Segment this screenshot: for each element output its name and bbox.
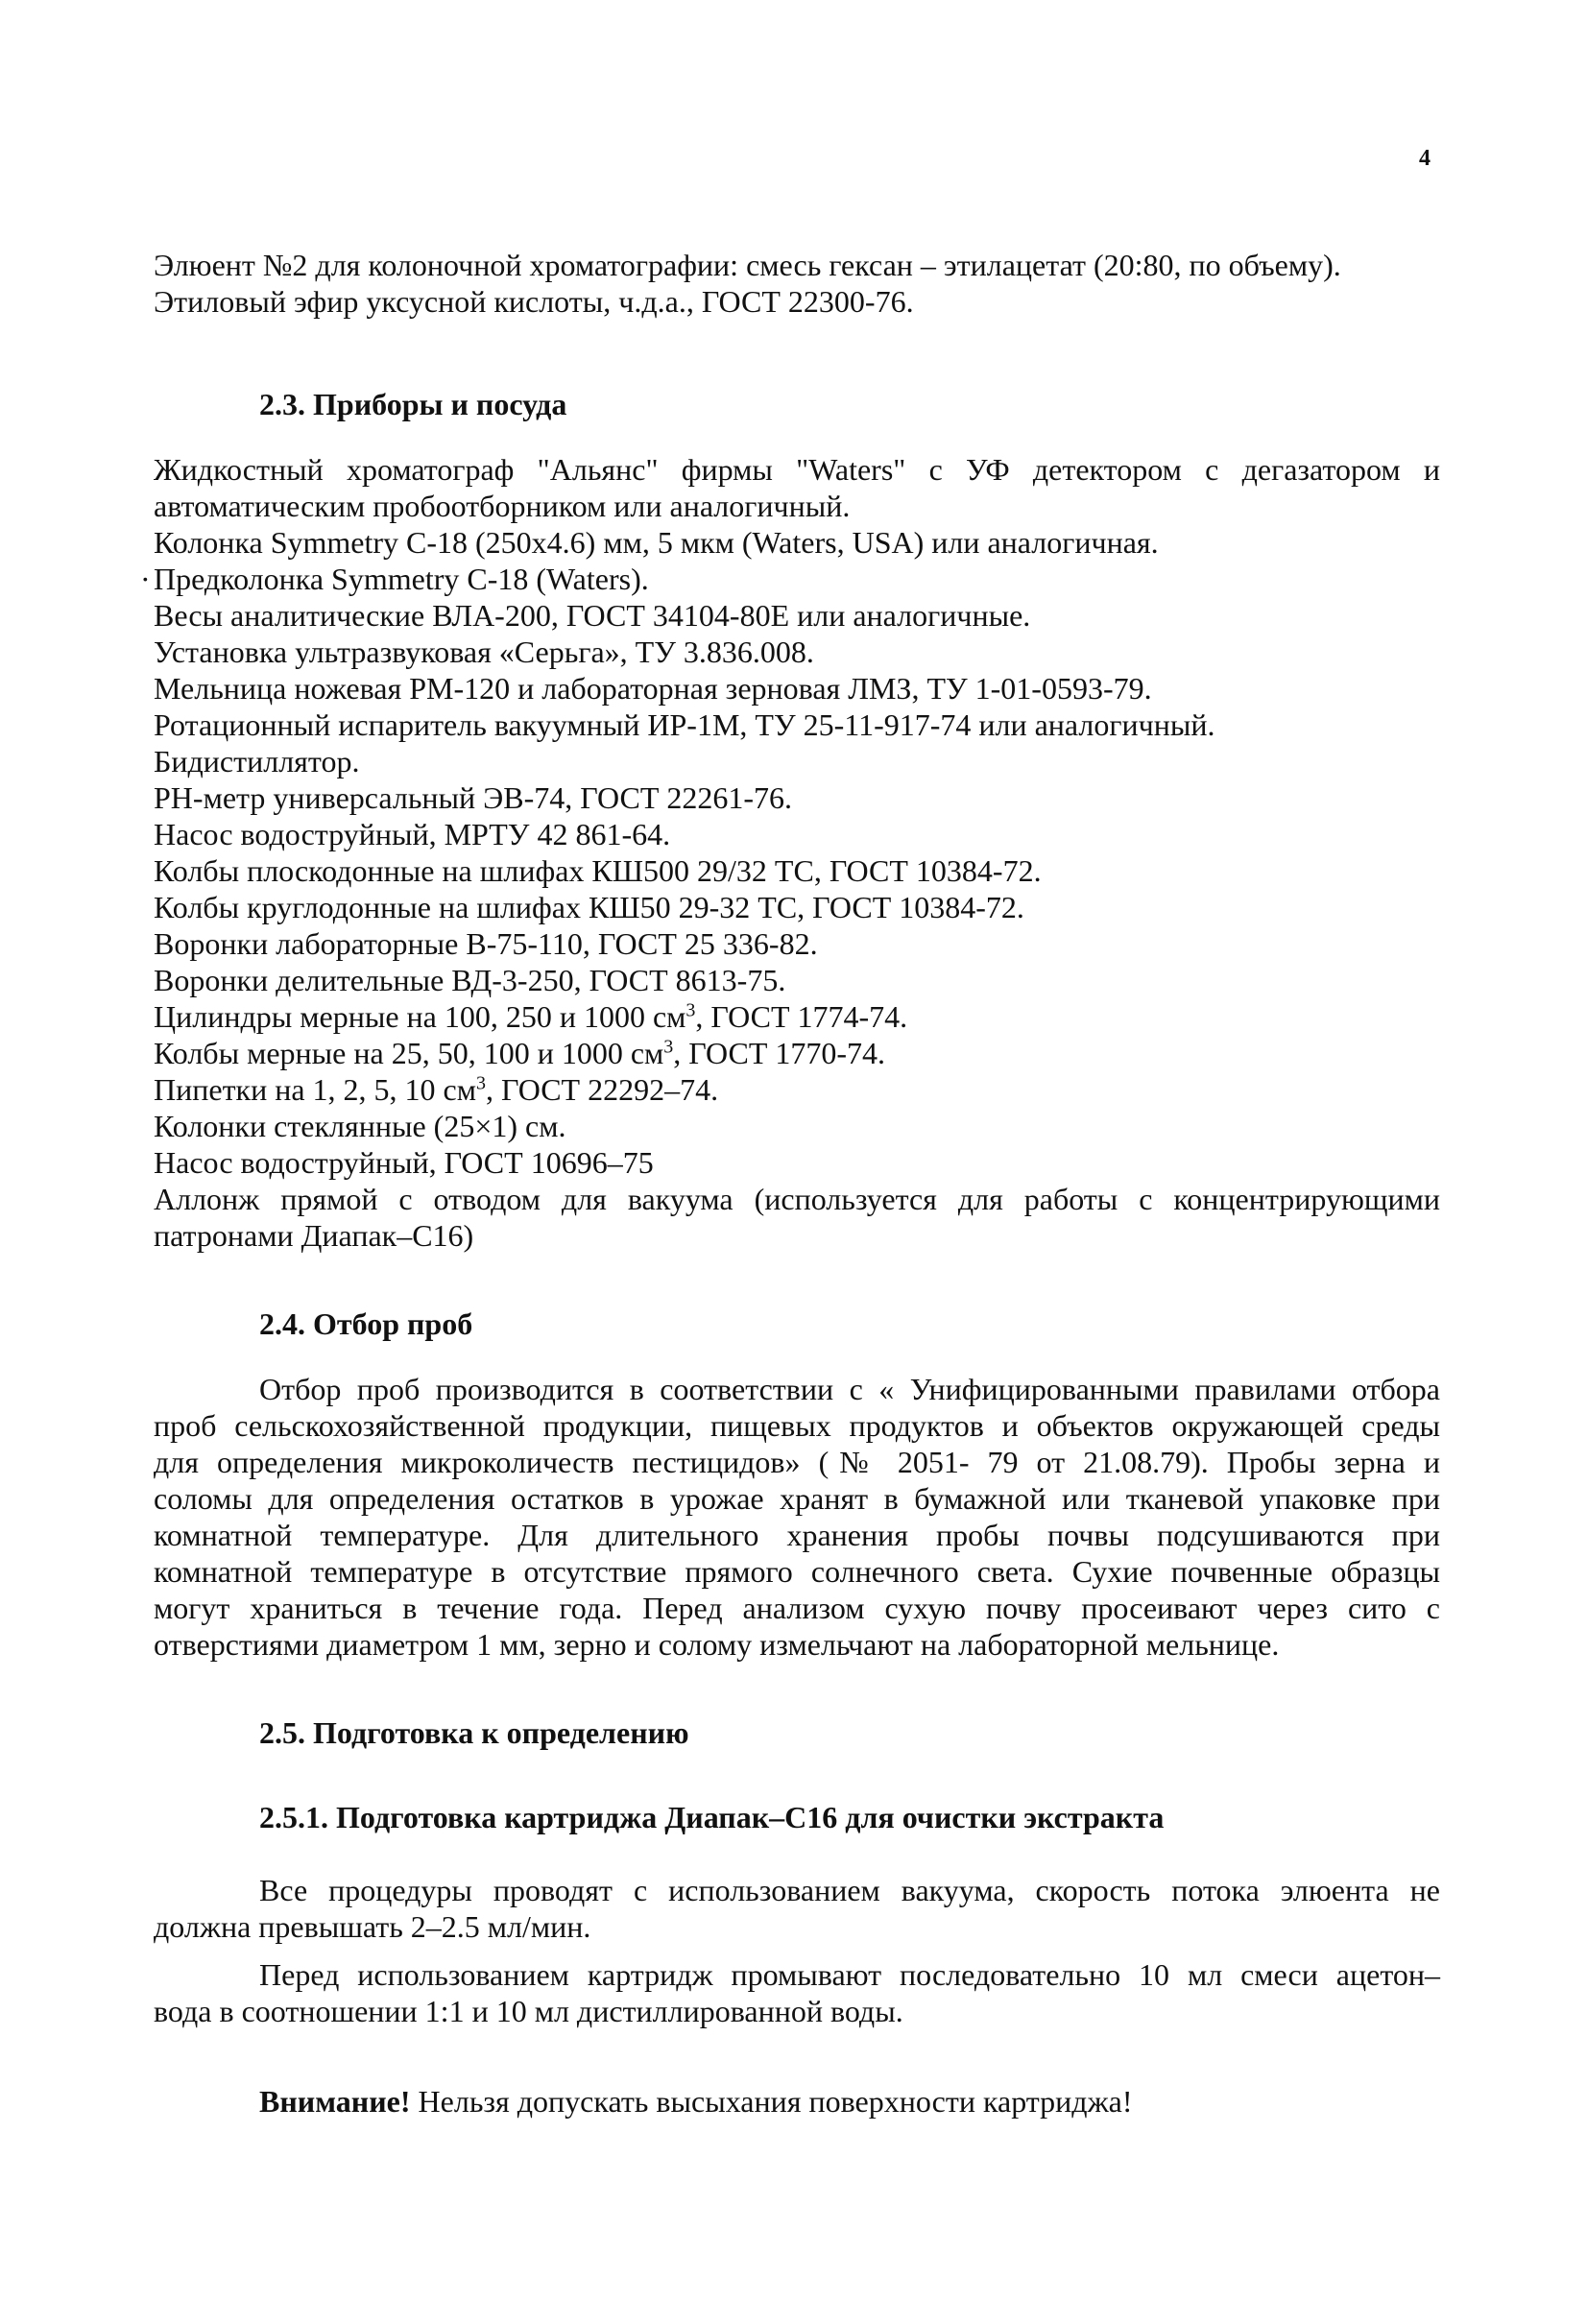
warning-label: Внимание! bbox=[259, 2084, 411, 2119]
sampling-paragraph-line: проб сельскохозяйственной продукции, пищевых продуктов и объектов окружающей среды bbox=[154, 1408, 1440, 1443]
equipment-item-cylinders bbox=[154, 998, 907, 1035]
equipment-item: Насос водоструйный, ГОСТ 10696–75 bbox=[154, 1145, 654, 1180]
flasks-gost: , ГОСТ 1770-74. bbox=[673, 1036, 886, 1070]
page-number: 4 bbox=[1419, 146, 1431, 171]
equipment-item: Воронки делительные ВД-3-250, ГОСТ 8613-75. bbox=[154, 963, 786, 997]
flasks-unit-exponent: 3 bbox=[663, 1036, 674, 1058]
equipment-item: Воронки лабораторные В-75-110, ГОСТ 25 336-82. bbox=[154, 926, 818, 961]
subsection-heading-2-5-1: 2.5.1. Подготовка картриджа Диапак–С16 для очистки экстракта bbox=[259, 1800, 1165, 1834]
equipment-item: Мельница ножевая РМ-120 и лабораторная зерновая ЛМЗ, ТУ 1-01-0593-79. bbox=[154, 671, 1152, 706]
section-heading-2-4: 2.4. Отбор проб bbox=[259, 1306, 473, 1341]
equipment-item: Весы аналитические ВЛА-200, ГОСТ 34104-80Е или аналогичные. bbox=[154, 598, 1031, 633]
cylinders-gost: , ГОСТ 1774-74. bbox=[695, 999, 908, 1034]
equipment-item-allonge-cont: патронами Диапак–С16) bbox=[154, 1218, 474, 1253]
equipment-item: Ротационный испаритель вакуумный ИР-1М, ТУ 25-11-917-74 или аналогичный. bbox=[154, 707, 1215, 742]
sampling-paragraph-line: комнатной температуре. Для длительного хранения пробы почвы подсушиваются при bbox=[154, 1518, 1440, 1552]
section-heading-2-5: 2.5. Подготовка к определению bbox=[259, 1715, 689, 1750]
cylinders-unit-exponent: 3 bbox=[685, 999, 696, 1021]
procedure-paragraph-line: Все процедуры проводят с использованием вакуума, скорость потока элюента не bbox=[259, 1873, 1440, 1907]
sampling-paragraph-line: соломы для определения остатков в урожае хранят в бумажной или тканевой упаковке при bbox=[154, 1481, 1440, 1516]
cylinders-text: Цилиндры мерные на 100, 250 и 1000 см bbox=[154, 999, 686, 1034]
rinse-paragraph-line: Перед использованием картридж промывают последовательно 10 мл смеси ацетон– bbox=[259, 1957, 1440, 1992]
equipment-item-pipettes bbox=[154, 1071, 718, 1108]
procedure-paragraph-line: должна превышать 2–2.5 мл/мин. bbox=[154, 1909, 591, 1944]
ethyl-acetate-line: Этиловый эфир уксусной кислоты, ч.д.а., ГОСТ 22300-76. bbox=[154, 284, 914, 319]
pipettes-gost: , ГОСТ 22292–74. bbox=[486, 1072, 719, 1107]
equipment-item: · Предколонка Symmetry C-18 (Waters). bbox=[140, 562, 649, 596]
equipment-item: Колбы плоскодонные на шлифах КШ500 29/32 ТС, ГОСТ 10384-72. bbox=[154, 853, 1042, 888]
equipment-item: РН-метр универсальный ЭВ-74, ГОСТ 22261-76. bbox=[154, 780, 793, 815]
equipment-item-allonge: Аллонж прямой с отводом для вакуума (используется для работы с концентрирующими bbox=[154, 1182, 1440, 1216]
section-heading-2-3: 2.3. Приборы и посуда bbox=[259, 387, 567, 421]
equipment-item-text: Предколонка Symmetry C-18 (Waters). bbox=[154, 562, 649, 596]
warning-text: Нельзя допускать высыхания поверхности картриджа! bbox=[410, 2084, 1133, 2119]
equipment-item: Установка ультразвуковая «Серьга», ТУ 3.836.008. bbox=[154, 635, 814, 669]
sampling-paragraph-line: отверстиями диаметром 1 мм, зерно и солому измельчают на лабораторной мельнице. bbox=[154, 1627, 1280, 1662]
flasks-text: Колбы мерные на 25, 50, 100 и 1000 см bbox=[154, 1036, 664, 1070]
sampling-paragraph-line: комнатной температуре в отсутствие прямого солнечного света. Сухие почвенные образцы bbox=[154, 1554, 1440, 1589]
equipment-item-cont: автоматическим пробоотборником или аналогичный. bbox=[154, 489, 851, 523]
equipment-item: Колонка Symmetry C-18 (250x4.6) мм, 5 мкм (Waters, USA) или аналогичная. bbox=[154, 525, 1159, 560]
equipment-item: Жидкостный хроматограф "Альянс" фирмы "Waters" с УФ детектором с дегазатором и bbox=[154, 452, 1440, 487]
sampling-paragraph-line: для определения микроколичеств пестицидов» (№ 2051- 79 от 21.08.79). Пробы зерна и bbox=[154, 1445, 1440, 1479]
sampling-paragraph-line: могут храниться в течение года. Перед анализом сухую почву просеивают через сито с bbox=[154, 1591, 1440, 1625]
equipment-item: Насос водоструйный, МРТУ 42 861-64. bbox=[154, 817, 671, 851]
sampling-paragraph-line: Отбор проб производится в соответствии с « Унифицированными правилами отбора bbox=[259, 1372, 1440, 1406]
equipment-item: Колонки стеклянные (25×1) см. bbox=[154, 1109, 566, 1143]
pipettes-unit-exponent: 3 bbox=[476, 1072, 486, 1094]
rinse-paragraph-line: вода в соотношении 1:1 и 10 мл дистиллированной воды. bbox=[154, 1994, 903, 2028]
pipettes-text: Пипетки на 1, 2, 5, 10 см bbox=[154, 1072, 476, 1107]
equipment-item: Бидистиллятор. bbox=[154, 744, 360, 779]
equipment-item: Колбы круглодонные на шлифах КШ50 29-32 ТС, ГОСТ 10384-72. bbox=[154, 890, 1024, 924]
warning-note bbox=[259, 2083, 1133, 2120]
equipment-item-flasks bbox=[154, 1035, 885, 1071]
eluent-line: Элюент №2 для колоночной хроматографии: смесь гексан – этилацетат (20:80, по объему). bbox=[154, 248, 1341, 282]
